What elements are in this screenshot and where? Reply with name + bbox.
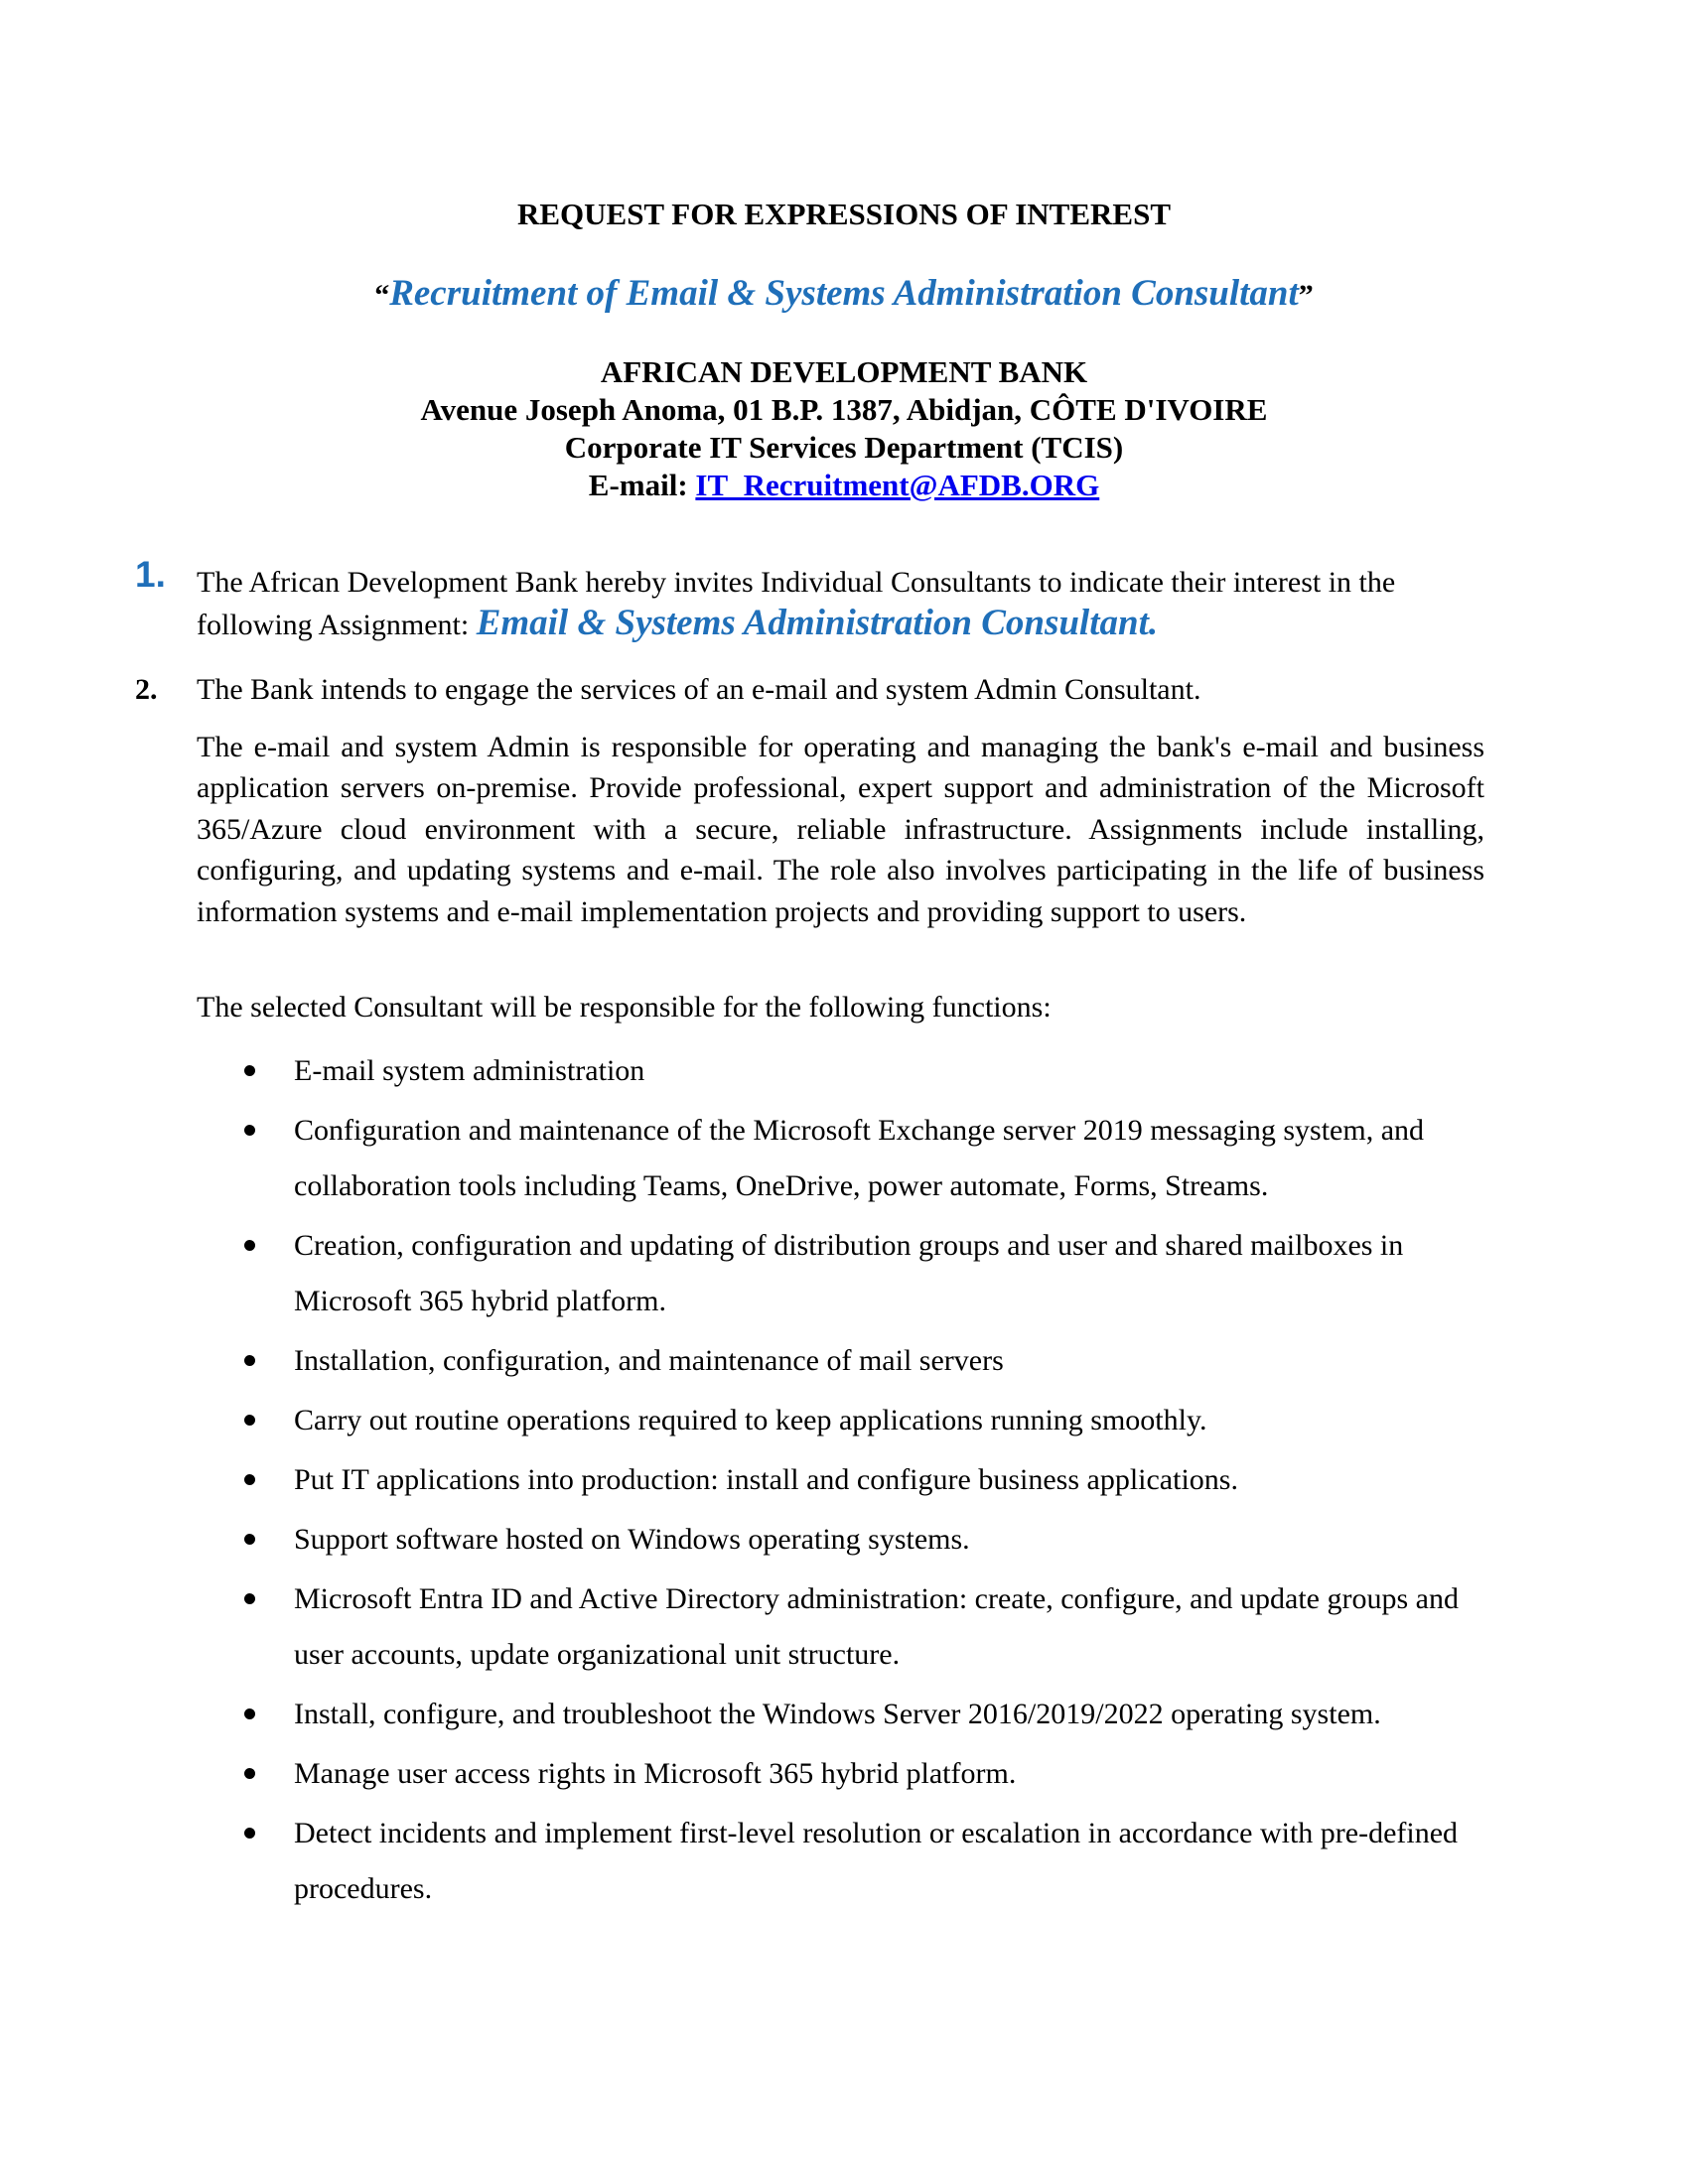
bullet-icon — [244, 1474, 255, 1485]
list-item — [197, 1746, 1507, 1802]
role-description: The e-mail and system Admin is responsible for operating and managing the bank's e-mail and business application servers on-premise. Provide professional, expert support and administration of the Microsoft 365/Azure cloud environment with a secure, reliable infrastructure. Assignments include installing, configuring, and updating systems and e-mail. The role also involves participating in the life of business information systems and e-mail implementation projects and providing support to users. — [197, 731, 1484, 928]
function-text: Installation, configuration, and maintenance of mail servers — [294, 1344, 1004, 1377]
closing-quote: ” — [1298, 279, 1314, 312]
function-text: Install, configure, and troubleshoot the Windows Server 2016/2019/2022 operating system. — [294, 1698, 1381, 1730]
opening-quote: “ — [374, 279, 390, 312]
email-link[interactable]: IT_Recruitment@AFDB.ORG — [695, 468, 1100, 502]
bullet-icon — [244, 1065, 255, 1076]
bullet-icon — [244, 1708, 255, 1719]
bullet-icon — [244, 1768, 255, 1779]
organization-block — [0, 353, 1688, 504]
list-item — [197, 1806, 1507, 1917]
function-text: Put IT applications into production: install and configure business applications. — [294, 1463, 1238, 1496]
assignment-title — [0, 270, 1688, 320]
bullet-icon — [244, 1355, 255, 1366]
list-item — [197, 1452, 1507, 1508]
bullet-icon — [244, 1828, 255, 1839]
function-text: Microsoft Entra ID and Active Directory administration: create, configure, and update groups and user accounts, update organizational unit structure. — [294, 1582, 1459, 1671]
list-item — [197, 1393, 1507, 1448]
numbered-item-2 — [135, 669, 1525, 710]
numbered-item-1 — [135, 554, 1525, 651]
item-number: 1. — [135, 554, 166, 595]
list-item — [197, 1333, 1507, 1389]
item-text — [197, 562, 1484, 645]
bullet-icon — [244, 1240, 255, 1251]
functions-intro: The selected Consultant will be responsible for the following functions: — [197, 991, 1052, 1024]
functions-list — [197, 1043, 1507, 1921]
organization-name: AFRICAN DEVELOPMENT BANK — [600, 354, 1088, 389]
function-text: Manage user access rights in Microsoft 365 hybrid platform. — [294, 1757, 1017, 1790]
bullet-icon — [244, 1415, 255, 1426]
list-item — [197, 1571, 1507, 1683]
item-number: 2. — [135, 673, 158, 706]
function-text: Creation, configuration and updating of distribution groups and user and shared mailboxes in Microsoft 365 hybrid platform. — [294, 1229, 1404, 1317]
email-label: E-mail: — [588, 468, 696, 502]
function-text: E-mail system administration — [294, 1054, 645, 1087]
bullet-icon — [244, 1534, 255, 1545]
function-text: Support software hosted on Windows operating systems. — [294, 1523, 970, 1556]
email-line — [0, 467, 1688, 504]
bullet-icon — [244, 1593, 255, 1604]
function-text: Configuration and maintenance of the Microsoft Exchange server 2019 messaging system, and collaboration tools including Teams, OneDrive, power automate, Forms, Streams. — [294, 1114, 1425, 1202]
department-name: Corporate IT Services Department (TCIS) — [564, 430, 1124, 465]
list-item — [197, 1218, 1507, 1329]
assignment-name: Email & Systems Administration Consultant. — [476, 603, 1159, 643]
item-body: The African Development Bank hereby invites Individual Consultants to indicate their interest in the following Assignment: — [197, 566, 1396, 641]
list-item — [197, 1103, 1507, 1214]
organization-address: Avenue Joseph Anoma, 01 B.P. 1387, Abidjan, CÔTE D'IVOIRE — [420, 392, 1268, 427]
assignment-title-text: Recruitment of Email & Systems Administration Consultant — [389, 273, 1299, 314]
item-text: The Bank intends to engage the services of an e-mail and system Admin Consultant. — [197, 673, 1201, 706]
list-item — [197, 1512, 1507, 1568]
bullet-icon — [244, 1125, 255, 1136]
function-text: Carry out routine operations required to keep applications running smoothly. — [294, 1404, 1207, 1436]
list-item — [197, 1043, 1507, 1099]
document-heading: REQUEST FOR EXPRESSIONS OF INTEREST — [516, 197, 1172, 231]
list-item — [197, 1687, 1507, 1742]
function-text: Detect incidents and implement first-level resolution or escalation in accordance with pre-defined procedures. — [294, 1817, 1459, 1905]
